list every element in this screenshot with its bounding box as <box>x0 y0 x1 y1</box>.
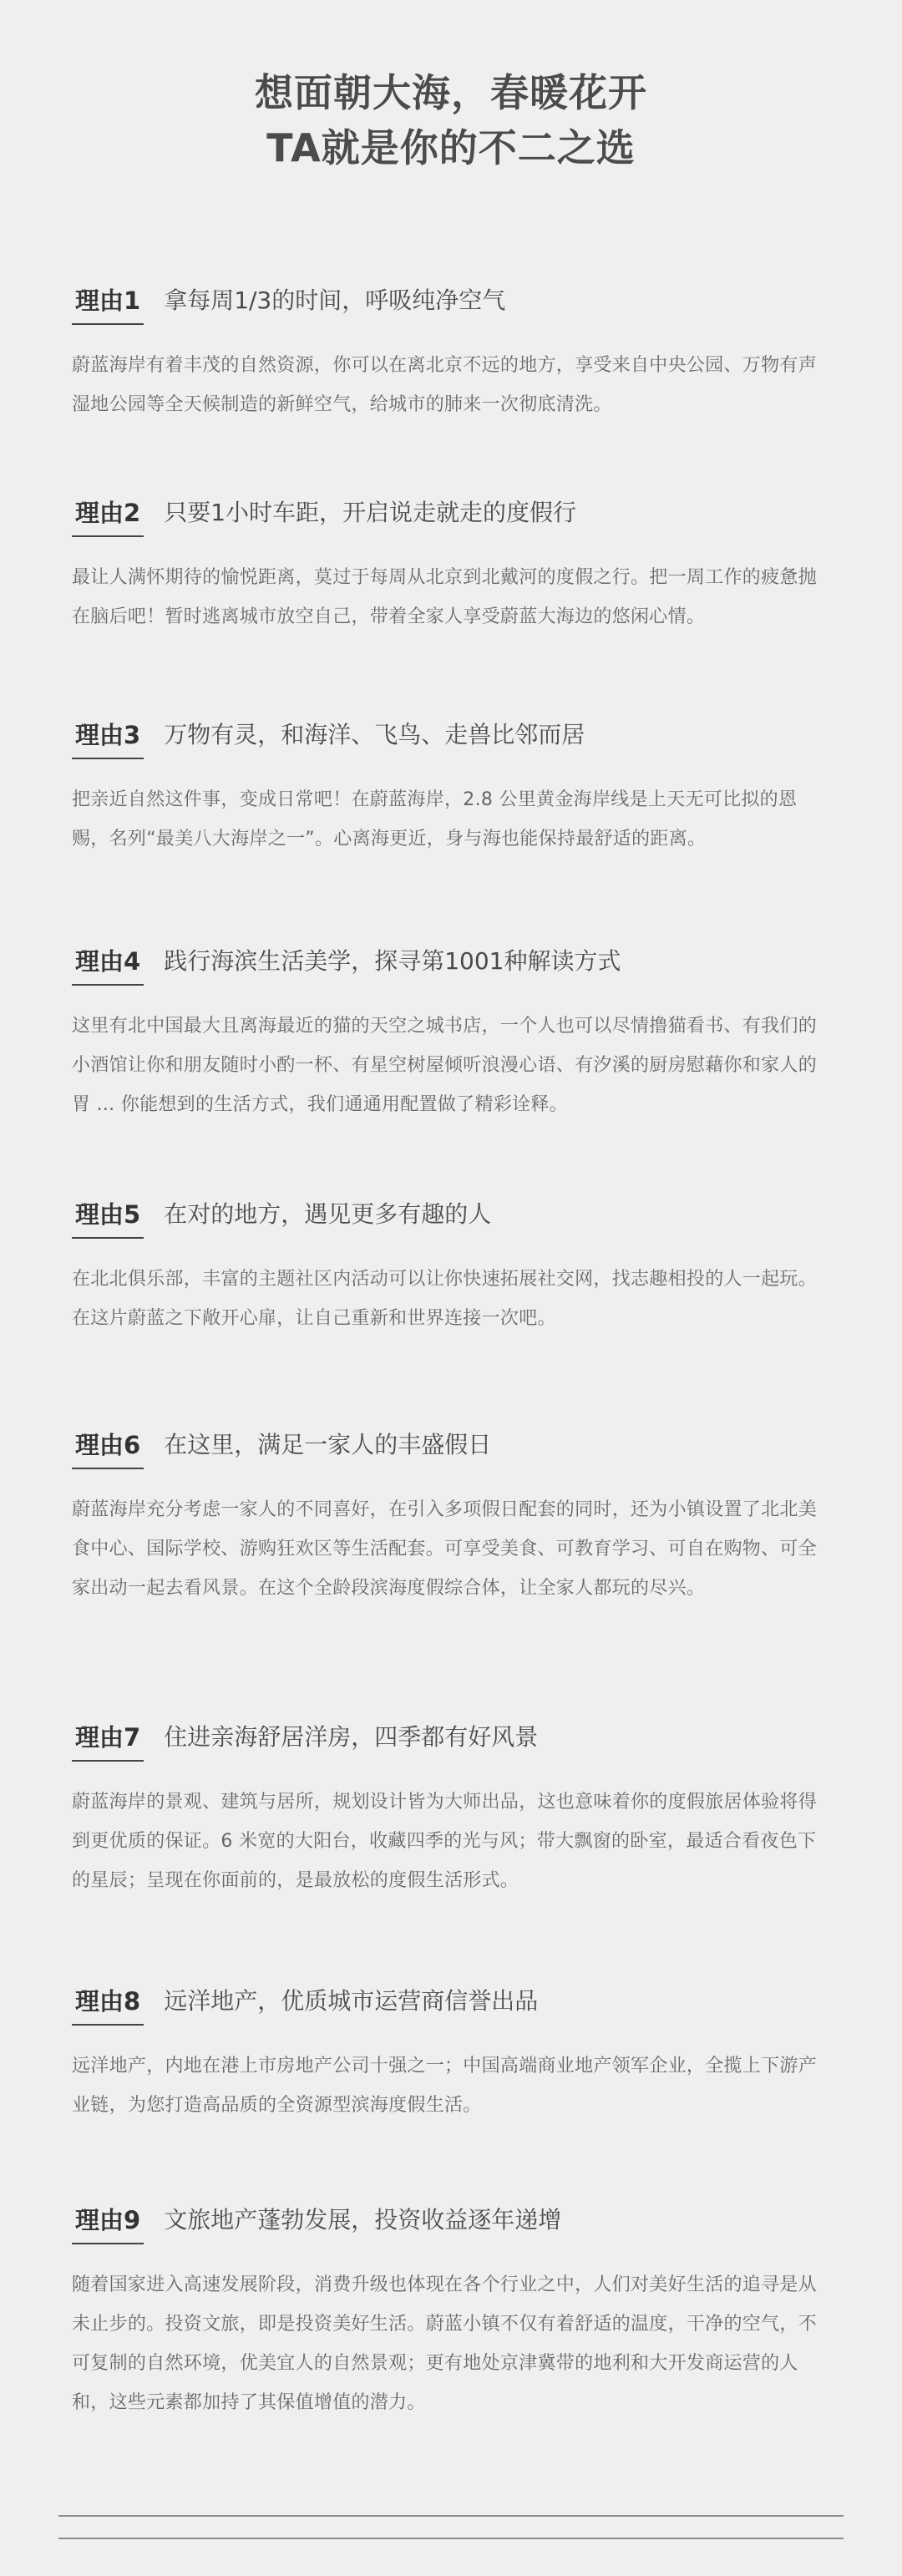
reason-section-1 <box>72 284 827 424</box>
reason-title: 拿每周1/3的时间，呼吸纯净空气 <box>164 287 506 314</box>
reason-label: 理由4 <box>72 945 144 978</box>
reason-body: 远洋地产，内地在港上市房地产公司十强之一；中国高端商业地产领军企业，全揽上下游产业链，为您打造高品质的全资源型滨海度假生活。 <box>72 2056 818 2116</box>
reason-title: 只要1小时车距，开启说走就走的度假行 <box>164 499 577 526</box>
reason-section-5 <box>72 1198 827 1338</box>
reason-title: 住进亲海舒居洋房，四季都有好风景 <box>164 1723 539 1751</box>
reason-body: 在北北俱乐部，丰富的主题社区内活动可以让你快速拓展社交网，找志趣相投的人一起玩。在这片蔚蓝之下敞开心扉，让自己重新和世界连接一次吧。 <box>72 1269 818 1329</box>
reason-section-3 <box>72 718 827 859</box>
reason-label: 理由2 <box>72 496 144 530</box>
reason-section-2 <box>72 496 827 636</box>
reason-title: 在这里，满足一家人的丰盛假日 <box>164 1431 492 1458</box>
reason-label: 理由6 <box>72 1428 144 1462</box>
reason-label: 理由7 <box>72 1721 144 1754</box>
reason-body: 把亲近自然这件事，变成日常吧！在蔚蓝海岸，2.8 公里黄金海岸线是上天无可比拟的恩赐，名列“最美八大海岸之一”。心离海更近，身与海也能保持最舒适的距离。 <box>72 789 798 849</box>
reason-label: 理由8 <box>72 1985 144 2018</box>
hero-heading <box>0 65 902 175</box>
bottom-divider <box>58 2515 844 2517</box>
reason-section-8 <box>72 1985 827 2125</box>
reason-section-9 <box>72 2203 827 2422</box>
reason-body: 蔚蓝海岸的景观、建筑与居所，规划设计皆为大师出品，这也意味着你的度假旅居体验将得到更优质的保证。6 米宽的大阳台，收藏四季的光与风；带大飘窗的卧室，最适合看夜色下的星辰；呈现在你面前的，是最放松的度假生活形式。 <box>72 1792 818 1891</box>
reason-title: 践行海滨生活美学，探寻第1001种解读方式 <box>164 947 621 975</box>
reason-label: 理由3 <box>72 718 144 752</box>
reason-header <box>72 284 827 332</box>
reason-section-7 <box>72 1721 827 1900</box>
reason-header <box>72 718 827 767</box>
reason-section-4 <box>72 945 827 1124</box>
reason-header <box>72 1985 827 2033</box>
reason-body: 随着国家进入高速发展阶段，消费升级也体现在各个行业之中，人们对美好生活的追寻是从未止步的。投资文旅，即是投资美好生活。蔚蓝小镇不仅有着舒适的温度，干净的空气，不可复制的自然环境，优美宜人的自然景观；更有地处京津冀带的地利和大开发商运营的人和，这些元素都加持了其保值增值的潜力。 <box>72 2274 818 2413</box>
reason-body: 蔚蓝海岸充分考虑一家人的不同喜好，在引入多项假日配套的同时，还为小镇设置了北北美食中心、国际学校、游购狂欢区等生活配套。可享受美食、可教育学习、可自在购物、可全家出动一起去看风景。在这个全龄段滨海度假综合体，让全家人都玩的尽兴。 <box>72 1499 818 1599</box>
reason-label: 理由5 <box>72 1198 144 1231</box>
reason-header <box>72 1721 827 1769</box>
hero-line-2: TA就是你的不二之选 <box>266 125 636 170</box>
reason-title: 在对的地方，遇见更多有趣的人 <box>164 1200 492 1228</box>
reason-body: 这里有北中国最大且离海最近的猫的天空之城书店，一个人也可以尽情撸猫看书、有我们的小酒馆让你和朋友随时小酌一杯、有星空树屋倾听浪漫心语、有汐溪的厨房慰藉你和家人的胃 ... 你能想到的生活方式，我们通通用配置做了精彩诠释。 <box>72 1016 818 1115</box>
reason-body: 最让人满怀期待的愉悦距离，莫过于每周从北京到北戴河的度假之行。把一周工作的疲惫抛在脑后吧！暂时逃离城市放空自己，带着全家人享受蔚蓝大海边的悠闲心情。 <box>72 567 818 627</box>
reason-header <box>72 1198 827 1246</box>
reason-title: 万物有灵，和海洋、飞鸟、走兽比邻而居 <box>164 721 585 748</box>
reason-header <box>72 2203 827 2252</box>
bottom-divider-lower <box>58 2538 844 2539</box>
reason-label: 理由1 <box>72 284 144 317</box>
reason-title: 远洋地产，优质城市运营商信誉出品 <box>164 1987 539 2015</box>
reason-header <box>72 496 827 545</box>
reason-header <box>72 945 827 993</box>
reason-section-6 <box>72 1428 827 1608</box>
hero-line-1: 想面朝大海，春暖花开 <box>255 70 647 115</box>
reason-label: 理由9 <box>72 2203 144 2237</box>
reason-title: 文旅地产蓬勃发展，投资收益逐年递增 <box>164 2206 562 2234</box>
reason-header <box>72 1428 827 1477</box>
reason-body: 蔚蓝海岸有着丰茂的自然资源，你可以在离北京不远的地方，享受来自中央公园、万物有声湿地公园等全天候制造的新鲜空气，给城市的肺来一次彻底清洗。 <box>72 355 818 415</box>
